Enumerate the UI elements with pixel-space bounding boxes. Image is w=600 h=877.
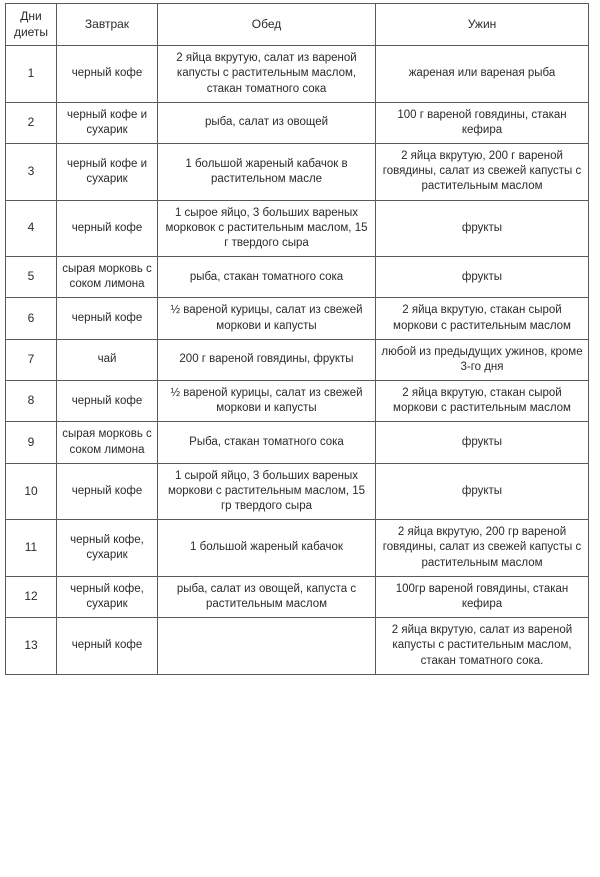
table-row — [6, 257, 589, 298]
breakfast-cell: черный кофе — [57, 463, 158, 520]
dinner-cell: 2 яйца вкрутую, салат из вареной капусты с растительным маслом, стакан томатного сока. — [376, 618, 589, 675]
diet-table — [5, 3, 589, 675]
lunch-cell: 1 большой жареный кабачок — [158, 520, 376, 577]
day-number-cell: 3 — [6, 144, 57, 201]
dinner-cell: любой из предыдущих ужинов, кроме 3-го дня — [376, 339, 589, 380]
day-number-cell: 11 — [6, 520, 57, 577]
table-row — [6, 298, 589, 339]
lunch-cell — [158, 618, 376, 675]
dinner-cell: 100гр вареной говядины, стакан кефира — [376, 576, 589, 617]
dinner-cell: 2 яйца вкрутую, стакан сырой моркови с растительным маслом — [376, 298, 589, 339]
column-header-dinner: Ужин — [376, 4, 589, 46]
day-number-cell: 6 — [6, 298, 57, 339]
lunch-cell: Рыба, стакан томатного сока — [158, 422, 376, 463]
table-row — [6, 463, 589, 520]
lunch-cell: 1 большой жареный кабачок в растительном масле — [158, 144, 376, 201]
day-number-cell: 4 — [6, 200, 57, 257]
table-row — [6, 576, 589, 617]
dinner-cell: 2 яйца вкрутую, 200 г вареной говядины, салат из свежей капусты с растительным маслом — [376, 144, 589, 201]
table-row — [6, 144, 589, 201]
table-row — [6, 339, 589, 380]
day-number-cell: 10 — [6, 463, 57, 520]
breakfast-cell: сырая морковь с соком лимона — [57, 257, 158, 298]
column-header-day: Дни диеты — [6, 4, 57, 46]
dinner-cell: фрукты — [376, 257, 589, 298]
table-body — [6, 46, 589, 675]
table-row — [6, 520, 589, 577]
day-number-cell: 1 — [6, 46, 57, 103]
breakfast-cell: черный кофе — [57, 381, 158, 422]
dinner-cell: фрукты — [376, 463, 589, 520]
lunch-cell: 200 г вареной говядины, фрукты — [158, 339, 376, 380]
table-row — [6, 46, 589, 103]
dinner-cell: фрукты — [376, 422, 589, 463]
day-number-cell: 12 — [6, 576, 57, 617]
lunch-cell: 1 сырой яйцо, 3 больших вареных моркови с растительным маслом, 15 гр твердого сыра — [158, 463, 376, 520]
lunch-cell: 1 сырое яйцо, 3 больших вареных морковок с растительным маслом, 15 г твердого сыра — [158, 200, 376, 257]
breakfast-cell: черный кофе — [57, 200, 158, 257]
column-header-lunch: Обед — [158, 4, 376, 46]
table-row — [6, 200, 589, 257]
lunch-cell: ½ вареной курицы, салат из свежей моркови и капусты — [158, 381, 376, 422]
dinner-cell: 2 яйца вкрутую, 200 гр вареной говядины, салат из свежей капусты с растительным маслом — [376, 520, 589, 577]
lunch-cell: рыба, салат из овощей — [158, 102, 376, 143]
table-row — [6, 102, 589, 143]
table-row — [6, 381, 589, 422]
day-number-cell: 9 — [6, 422, 57, 463]
lunch-cell: ½ вареной курицы, салат из свежей моркови и капусты — [158, 298, 376, 339]
lunch-cell: 2 яйца вкрутую, салат из вареной капусты с растительным маслом, стакан томатного сока — [158, 46, 376, 103]
breakfast-cell: сырая морковь с соком лимона — [57, 422, 158, 463]
breakfast-cell: черный кофе — [57, 618, 158, 675]
table-header-row — [6, 4, 589, 46]
dinner-cell: 100 г вареной говядины, стакан кефира — [376, 102, 589, 143]
lunch-cell: рыба, стакан томатного сока — [158, 257, 376, 298]
day-number-cell: 13 — [6, 618, 57, 675]
day-number-cell: 5 — [6, 257, 57, 298]
table-row — [6, 422, 589, 463]
day-number-cell: 2 — [6, 102, 57, 143]
breakfast-cell: черный кофе — [57, 298, 158, 339]
dinner-cell: фрукты — [376, 200, 589, 257]
day-number-cell: 7 — [6, 339, 57, 380]
breakfast-cell: черный кофе — [57, 46, 158, 103]
table-row — [6, 618, 589, 675]
column-header-breakfast: Завтрак — [57, 4, 158, 46]
lunch-cell: рыба, салат из овощей, капуста с растительным маслом — [158, 576, 376, 617]
breakfast-cell: черный кофе, сухарик — [57, 520, 158, 577]
breakfast-cell: черный кофе и сухарик — [57, 144, 158, 201]
dinner-cell: 2 яйца вкрутую, стакан сырой моркови с растительным маслом — [376, 381, 589, 422]
day-number-cell: 8 — [6, 381, 57, 422]
table-header — [6, 4, 589, 46]
breakfast-cell: чай — [57, 339, 158, 380]
breakfast-cell: черный кофе, сухарик — [57, 576, 158, 617]
breakfast-cell: черный кофе и сухарик — [57, 102, 158, 143]
dinner-cell: жареная или вареная рыба — [376, 46, 589, 103]
